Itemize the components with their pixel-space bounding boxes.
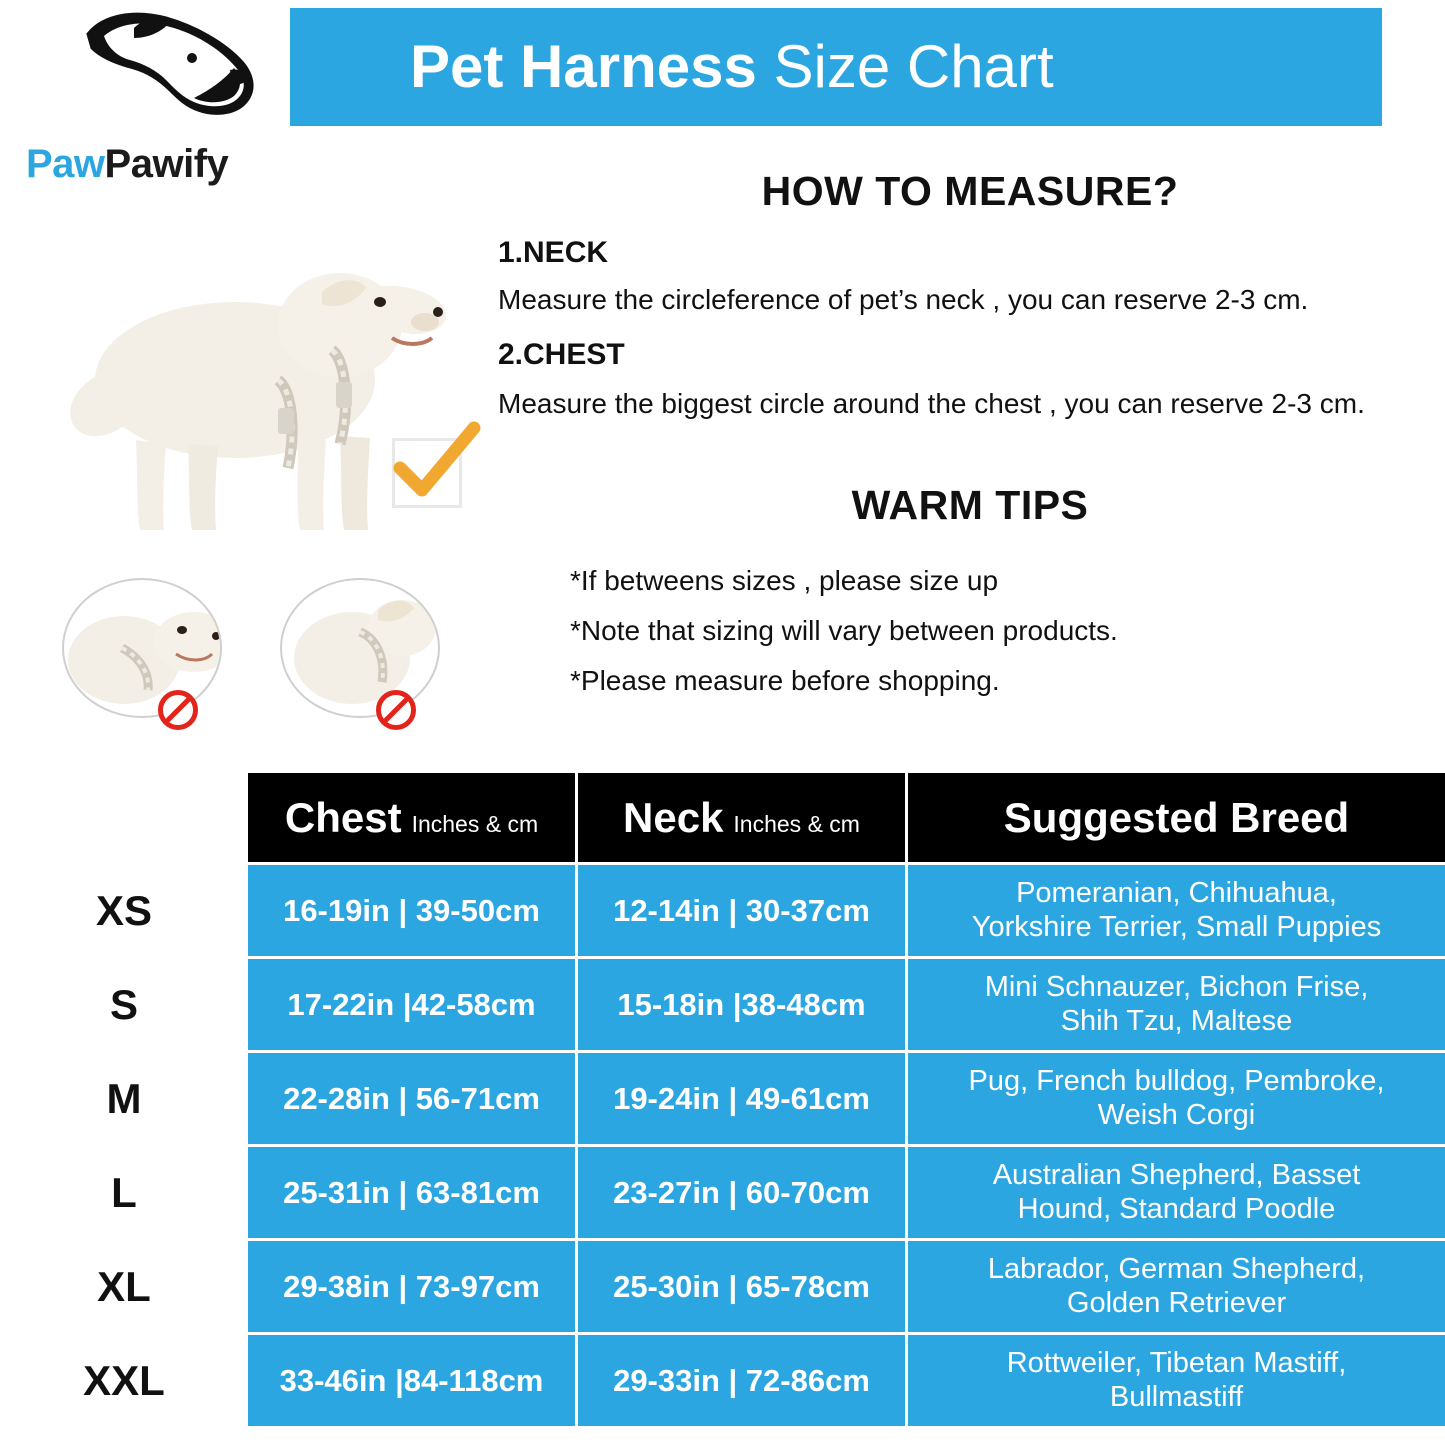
row-neck-xl: 25-30in | 65-78cm: [577, 1240, 907, 1334]
row-chest-l: 25-31in | 63-81cm: [247, 1146, 577, 1240]
breed-line: Pug, French bulldog, Pembroke,: [968, 1065, 1385, 1098]
page-title-bold: Pet Harness: [410, 33, 774, 100]
row-breed-l: [907, 1146, 1445, 1240]
breed-line: Bullmastiff: [1109, 1380, 1244, 1413]
brand-name-part1: Paw: [26, 142, 105, 186]
header-size-blank: [2, 772, 247, 864]
row-chest-s: 17-22in |42-58cm: [247, 958, 577, 1052]
breed-line: Golden Retriever: [1066, 1286, 1287, 1319]
header-breed-label: Suggested Breed: [1003, 793, 1350, 841]
row-chest-m: 22-28in | 56-71cm: [247, 1052, 577, 1146]
row-chest-xs: 16-19in | 39-50cm: [247, 864, 577, 958]
header-chest-units: Inches & cm: [411, 810, 539, 837]
row-size-xl: XL: [2, 1240, 247, 1334]
header-breed: [907, 772, 1445, 864]
measure-step-2-text: Measure the biggest circle around the chest , you can reserve 2-3 cm.: [498, 388, 1365, 419]
header-neck-units: Inches & cm: [733, 810, 860, 837]
breed-line: Pomeranian, Chihuahua,: [1016, 877, 1337, 910]
breed-line: Labrador, German Shepherd,: [987, 1253, 1366, 1286]
header-chest: [247, 772, 577, 864]
brand-logo: [14, 10, 294, 195]
breed-line: Hound, Standard Poodle: [1017, 1192, 1336, 1225]
header-neck: [577, 772, 907, 864]
warm-tip-1: *If betweens sizes , please size up: [570, 565, 999, 596]
row-neck-xs: 12-14in | 30-37cm: [577, 864, 907, 958]
row-neck-s: 15-18in |38-48cm: [577, 958, 907, 1052]
row-size-l: L: [2, 1146, 247, 1240]
breed-line: Australian Shepherd, Basset: [992, 1159, 1361, 1192]
row-neck-xxl: 29-33in | 72-86cm: [577, 1334, 907, 1428]
table-row: [2, 864, 1445, 958]
measure-step-1-text: Measure the circleference of pet’s neck , you can reserve 2-3 cm.: [498, 284, 1309, 315]
breed-line: Mini Schnauzer, Bichon Frise,: [984, 971, 1369, 1004]
dog-collar-loose-illustration: [64, 580, 222, 718]
table-row: [2, 1240, 1445, 1334]
row-size-s: S: [2, 958, 247, 1052]
brand-name-part2: Pawify: [104, 142, 229, 186]
size-chart-table: [0, 770, 1445, 1429]
warm-tips-title: WARM TIPS: [851, 482, 1089, 528]
row-size-xs: XS: [2, 864, 247, 958]
header-banner: [290, 8, 1382, 126]
breed-line: Weish Corgi: [1097, 1098, 1256, 1131]
no-entry-icon-2: [376, 690, 416, 730]
table-row: [2, 1052, 1445, 1146]
row-neck-l: 23-27in | 60-70cm: [577, 1146, 907, 1240]
row-chest-xxl: 33-46in |84-118cm: [247, 1334, 577, 1428]
row-breed-m: [907, 1052, 1445, 1146]
warm-tip-3: *Please measure before shopping.: [570, 665, 1000, 696]
row-breed-s: [907, 958, 1445, 1052]
row-chest-xl: 29-38in | 73-97cm: [247, 1240, 577, 1334]
row-breed-xxl: [907, 1334, 1445, 1428]
page-title-light: Size Chart: [773, 33, 1054, 100]
row-size-xxl: XXL: [2, 1334, 247, 1428]
row-size-m: M: [2, 1052, 247, 1146]
table-header-row: [2, 772, 1445, 864]
warm-tip-2: *Note that sizing will vary between products.: [570, 615, 1118, 646]
incorrect-example-2: [280, 578, 440, 718]
breed-line: Rottweiler, Tibetan Mastiff,: [1006, 1347, 1347, 1380]
row-breed-xs: [907, 864, 1445, 958]
row-breed-xl: [907, 1240, 1445, 1334]
table-row: [2, 1334, 1445, 1428]
check-mark-icon: [388, 418, 484, 514]
table-row: [2, 1146, 1445, 1240]
header-chest-label: Chest: [284, 793, 402, 841]
dog-head-icon: [74, 12, 264, 132]
brand-name: [26, 142, 228, 187]
measure-step-2-label: 2.CHEST: [498, 338, 625, 371]
table-row: [2, 958, 1445, 1052]
dog-collar-tight-illustration: [282, 580, 440, 718]
row-neck-m: 19-24in | 49-61cm: [577, 1052, 907, 1146]
header-neck-label: Neck: [623, 793, 724, 841]
how-to-measure-title: HOW TO MEASURE?: [761, 168, 1179, 214]
page-title: [410, 33, 1054, 100]
no-entry-icon-1: [158, 690, 198, 730]
breed-line: Yorkshire Terrier, Small Puppies: [971, 910, 1382, 943]
incorrect-example-1: [62, 578, 222, 718]
breed-line: Shih Tzu, Maltese: [1060, 1004, 1293, 1037]
measure-step-1-label: 1.NECK: [498, 236, 609, 269]
